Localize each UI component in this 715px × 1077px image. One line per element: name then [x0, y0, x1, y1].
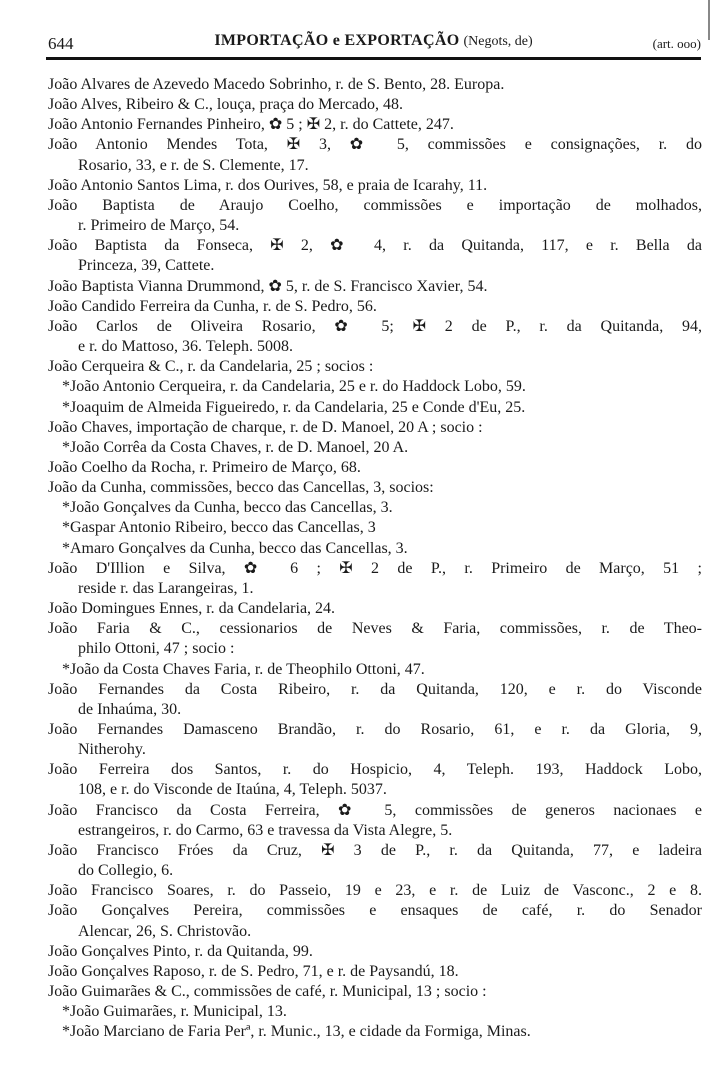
- page-title-main: IMPORTAÇÃO e EXPORTAÇÃO: [214, 32, 460, 49]
- entry-continuation-line: do Collegio, 6.: [78, 862, 174, 880]
- entry-line: João Fernandes Damasceno Brandão, r. do Rosario, 61, e r. da Gloria, 9,: [48, 721, 702, 738]
- entry-line: João Baptista da Fonseca, ✠ 2, ✿ 4, r. da Quitanda, 117, e r. Bella da: [48, 237, 702, 255]
- entry-line: João Chaves, importação de charque, r. de D. Manoel, 20 A ; socio :: [48, 418, 483, 436]
- entry-line: João Alvares de Azevedo Macedo Sobrinho, r. de S. Bento, 28. Europa.: [48, 76, 505, 93]
- partner-line: *João da Costa Chaves Faria, r. de Theophilo Ottoni, 47.: [62, 660, 425, 678]
- entry-line: João Cerqueira & C., r. da Candelaria, 25 ; socios :: [48, 358, 374, 376]
- entry-line: João Alves, Ribeiro & C., louça, praça do Mercado, 48.: [48, 96, 404, 114]
- entry-line: João Domingues Ennes, r. da Candelaria, 24.: [48, 600, 336, 618]
- entry-continuation-line: r. Primeiro de Março, 54.: [78, 217, 240, 235]
- entry-line: João Guimarães & C., commissões de café, r. Municipal, 13 ; socio :: [48, 983, 487, 1001]
- entry-line: João Antonio Mendes Tota, ✠ 3, ✿ 5, commissões e consignações, r. do: [48, 136, 702, 154]
- entry-continuation-line: 108, e r. do Visconde de Itaúna, 4, Teleph. 5037.: [78, 781, 387, 799]
- directory-entries: [46, 75, 702, 1043]
- scan-edge-mark: [708, 0, 710, 40]
- partner-line: *Joaquim de Almeida Figueiredo, r. da Candelaria, 25 e Conde d'Eu, 25.: [62, 398, 526, 416]
- partner-line: *João Marciano de Faria Perª, r. Munic., 13, e cidade da Formiga, Minas.: [62, 1023, 531, 1041]
- entry-continuation-line: philo Ottoni, 47 ; socio :: [78, 640, 235, 658]
- entry-line: João Francisco Fróes da Cruz, ✠ 3 de P., r. da Quitanda, 77, e ladeira: [48, 841, 702, 859]
- entry-line: João Carlos de Oliveira Rosario, ✿ 5; ✠ 2 de P., r. da Quitanda, 94,: [48, 317, 702, 335]
- entry-line: João Coelho da Rocha, r. Primeiro de Março, 68.: [48, 458, 361, 476]
- partner-line: *João Antonio Cerqueira, r. da Candelaria, 25 e r. do Haddock Lobo, 59.: [62, 378, 526, 396]
- entry-line: João Ferreira dos Santos, r. do Hospicio, 4, Teleph. 193, Haddock Lobo,: [48, 761, 702, 779]
- entry-line: João Francisco Soares, r. do Passeio, 19 e 23, e r. de Luiz de Vasconc., 2 e 8.: [48, 882, 702, 900]
- entry-line: João Gonçalves Raposo, r. de S. Pedro, 71, e r. de Paysandú, 18.: [48, 962, 459, 980]
- page-header: [46, 30, 701, 56]
- entry-continuation-line: e r. do Mattoso, 36. Teleph. 5008.: [78, 338, 294, 356]
- partner-line: *João Gonçalves da Cunha, becco das Cancellas, 3.: [62, 499, 393, 517]
- entry-line: João Gonçalves Pereira, commissões e ensaques de café, r. do Senador: [48, 902, 702, 920]
- entry-line: João Antonio Fernandes Pinheiro, ✿ 5 ; ✠ 2, r. do Cattete, 247.: [48, 116, 454, 134]
- page-title-subtitle: (Negots, de): [463, 34, 533, 49]
- partner-line: *João Guimarães, r. Municipal, 13.: [62, 1003, 287, 1021]
- entry-line: João Fernandes da Costa Ribeiro, r. da Quitanda, 120, e r. do Visconde: [48, 680, 702, 698]
- entry-line: João da Cunha, commissões, becco das Cancellas, 3, socios:: [48, 479, 434, 497]
- page-title: [46, 32, 701, 50]
- entry-line: João Antonio Santos Lima, r. dos Ourives, 58, e praia de Icarahy, 11.: [48, 176, 488, 194]
- partner-line: *Gaspar Antonio Ribeiro, becco das Cancellas, 3: [62, 519, 376, 537]
- entry-line: João Faria & C., cessionarios de Neves & Faria, commissões, r. de Theo-: [48, 620, 702, 638]
- entry-line: João D'Illion e Silva, ✿ 6 ; ✠ 2 de P., r. Primeiro de Março, 51 ;: [48, 559, 702, 577]
- entry-continuation-line: Princeza, 39, Cattete.: [78, 257, 215, 275]
- entry-line: João Baptista de Araujo Coelho, commissões e importação de molhados,: [48, 196, 702, 214]
- entry-continuation-line: Rosario, 33, e r. de S. Clemente, 17.: [78, 156, 309, 174]
- entry-continuation-line: de Inhaúma, 30.: [78, 700, 182, 718]
- entry-line: João Francisco da Costa Ferreira, ✿ 5, commissões de generos nacionaes e: [48, 801, 702, 819]
- entry-line: João Candido Ferreira da Cunha, r. de S. Pedro, 56.: [48, 297, 377, 315]
- entry-continuation-line: Nitherohy.: [78, 741, 146, 759]
- entry-continuation-line: estrangeiros, r. do Carmo, 63 e travessa da Vista Alegre, 5.: [78, 821, 453, 839]
- entry-continuation-line: reside r. das Larangeiras, 1.: [78, 579, 254, 597]
- partner-line: *João Corrêa da Costa Chaves, r. de D. Manoel, 20 A.: [62, 438, 409, 456]
- page-number: 644: [48, 34, 74, 53]
- entry-line: João Baptista Vianna Drummond, ✿ 5, r. de S. Francisco Xavier, 54.: [48, 277, 488, 295]
- header-rule: [46, 57, 701, 60]
- entry-continuation-line: Alencar, 26, S. Christovão.: [78, 922, 252, 940]
- partner-line: *Amaro Gonçalves da Cunha, becco das Cancellas, 3.: [62, 539, 408, 557]
- entry-line: João Gonçalves Pinto, r. da Quitanda, 99.: [48, 942, 313, 960]
- running-head: (art. ooo): [652, 36, 701, 51]
